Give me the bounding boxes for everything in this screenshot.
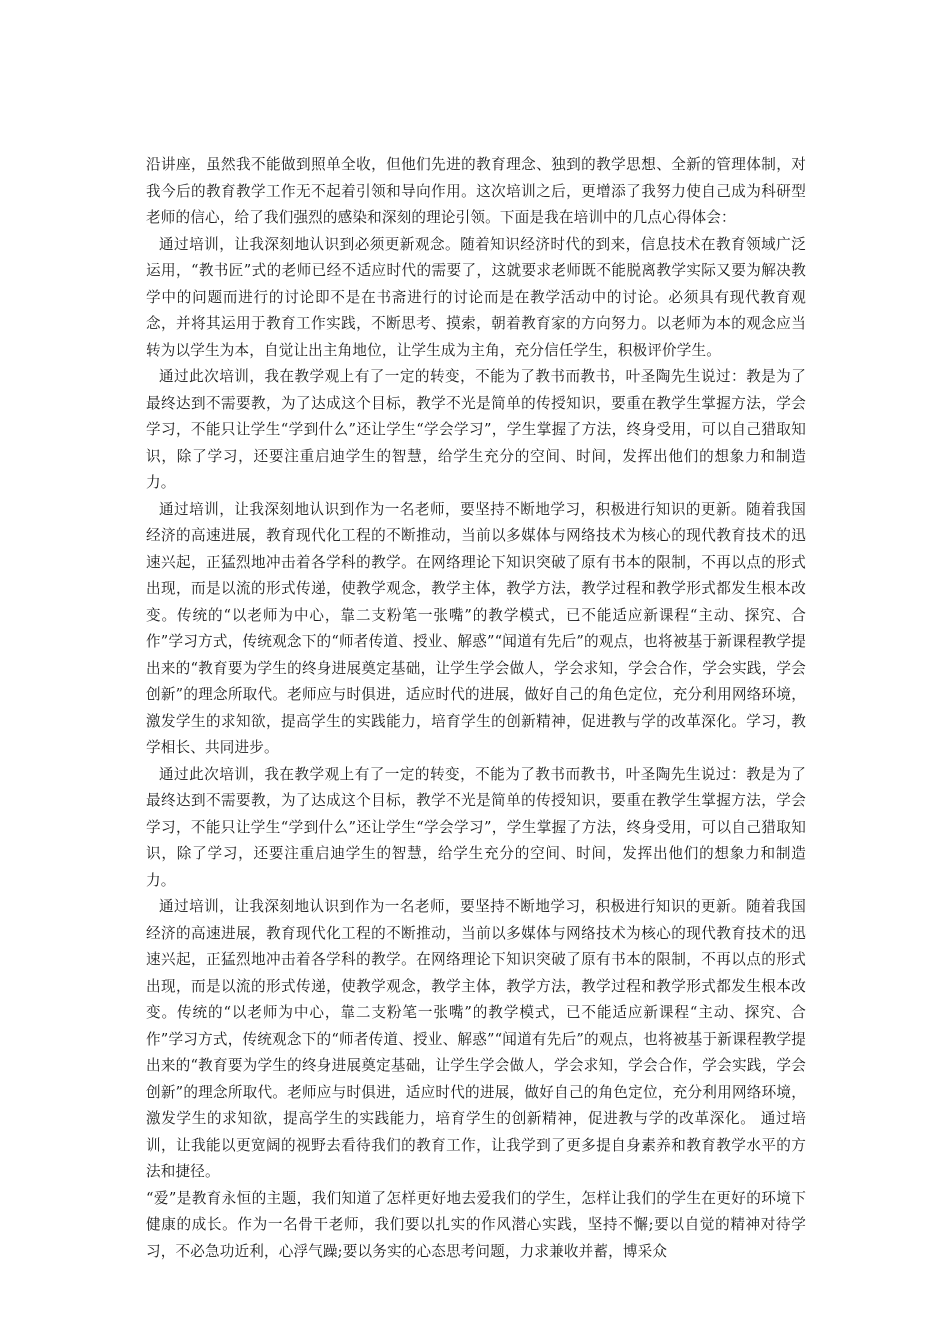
paragraph-1: 沿讲座，虽然我不能做到照单全收，但他们先进的教育理念、独到的教学思想、全新的管理体制，对我今后的教育教学工作无不起着引领和导向作用。这次培训之后，更增添了我努力使自己成为科研型老师的信心，给了我们强烈的感染和深刻的理论引领。下面是我在培训中的几点心得体会：	[146, 156, 806, 226]
paragraph-6: 通过培训，让我深刻地认识到作为一名老师，要坚持不断地学习，积极进行知识的更新。随着我国经济的高速进展，教育现代化工程的不断推动，当前以多媒体与网络技术为核心的现代教育技术的迅速兴起，正猛烈地冲击着各学科的教学。在网络理论下知识突破了原有书本的限制，不再以点的形式出现，而是以流的形式传递，使教学观念，教学主体，教学方法，教学过程和教学形式都发生根本改变。传统的“以老师为中心，靠二支粉笔一张嘴”的教学模式，已不能适应新课程“主动、探究、合作”学习方式，传统观念下的“师者传道、授业、解惑”“闻道有先后”的观点，也将被基于新课程教学提出来的“教育要为学生的终身进展奠定基础，让学生学会做人，学会求知，学会合作，学会实践，学会创新”的理念所取代。老师应与时俱进，适应时代的进展，做好自己的角色定位，充分利用网络环境，激发学生的求知欲，提高学生的实践能力，培育学生的创新精神，促进教与学的改革深化。 通过培训，让我能以更宽阔的视野去看待我们的教育工作，让我学到了更多提自身素养和教育教学水平的方法和捷径。	[146, 898, 806, 1180]
paragraph-4: 通过培训，让我深刻地认识到作为一名老师，要坚持不断地学习，积极进行知识的更新。随着我国经济的高速进展，教育现代化工程的不断推动，当前以多媒体与网络技术为核心的现代教育技术的迅速兴起，正猛烈地冲击着各学科的教学。在网络理论下知识突破了原有书本的限制，不再以点的形式出现，而是以流的形式传递，使教学观念，教学主体，教学方法，教学过程和教学形式都发生根本改变。传统的“以老师为中心，靠二支粉笔一张嘴”的教学模式，已不能适应新课程“主动、探究、合作”学习方式，传统观念下的“师者传道、授业、解惑”“闻道有先后”的观点，也将被基于新课程教学提出来的“教育要为学生的终身进展奠定基础，让学生学会做人，学会求知，学会合作，学会实践，学会创新”的理念所取代。老师应与时俱进，适应时代的进展，做好自己的角色定位，充分利用网络环境，激发学生的求知欲，提高学生的实践能力，培育学生的创新精神，促进教与学的改革深化。学习，教学相长、共同进步。	[146, 500, 806, 756]
paragraph-7: “爱”是教育永恒的主题，我们知道了怎样更好地去爱我们的学生，怎样让我们的学生在更好的环境下健康的成长。作为一名骨干老师，我们要以扎实的作风潜心实践，坚持不懈;要以自觉的精神对待学习，不必急功近利，心浮气躁;要以务实的心态思考问题，力求兼收并蓄，博采众	[146, 1189, 806, 1260]
paragraph-5: 通过此次培训，我在教学观上有了一定的转变，不能为了教书而教书，叶圣陶先生说过：教是为了最终达到不需要教，为了达成这个目标，教学不光是简单的传授知识，要重在教学生掌握方法，学会学习，不能只让学生“学到什么”还让学生“学会学习”，学生掌握了方法，终身受用，可以自己猎取知识，除了学习，还要注重启迪学生的智慧，给学生充分的空间、时间，发挥出他们的想象力和制造力。	[146, 765, 806, 889]
paragraph-2: 通过培训，让我深刻地认识到必须更新观念。随着知识经济时代的到来，信息技术在教育领域广泛运用，“教书匠”式的老师已经不适应时代的需要了，这就要求老师既不能脱离教学实际又要为解决教学中的问题而进行的讨论即不是在书斋进行的讨论而是在教学活动中的讨论。必须具有现代教育观念，并将其运用于教育工作实践，不断思考、摸索，朝着教育家的方向努力。以老师为本的观念应当转为以学生为本，自觉让出主角地位，让学生成为主角，充分信任学生，积极评价学生。	[146, 235, 806, 359]
paragraph-3: 通过此次培训，我在教学观上有了一定的转变，不能为了教书而教书，叶圣陶先生说过：教是为了最终达到不需要教，为了达成这个目标，教学不光是简单的传授知识，要重在教学生掌握方法，学会学习，不能只让学生“学到什么”还让学生“学会学习”，学生掌握了方法，终身受用，可以自己猎取知识，除了学习，还要注重启迪学生的智慧，给学生充分的空间、时间，发挥出他们的想象力和制造力。	[146, 368, 806, 491]
document-page	[146, 152, 806, 1265]
